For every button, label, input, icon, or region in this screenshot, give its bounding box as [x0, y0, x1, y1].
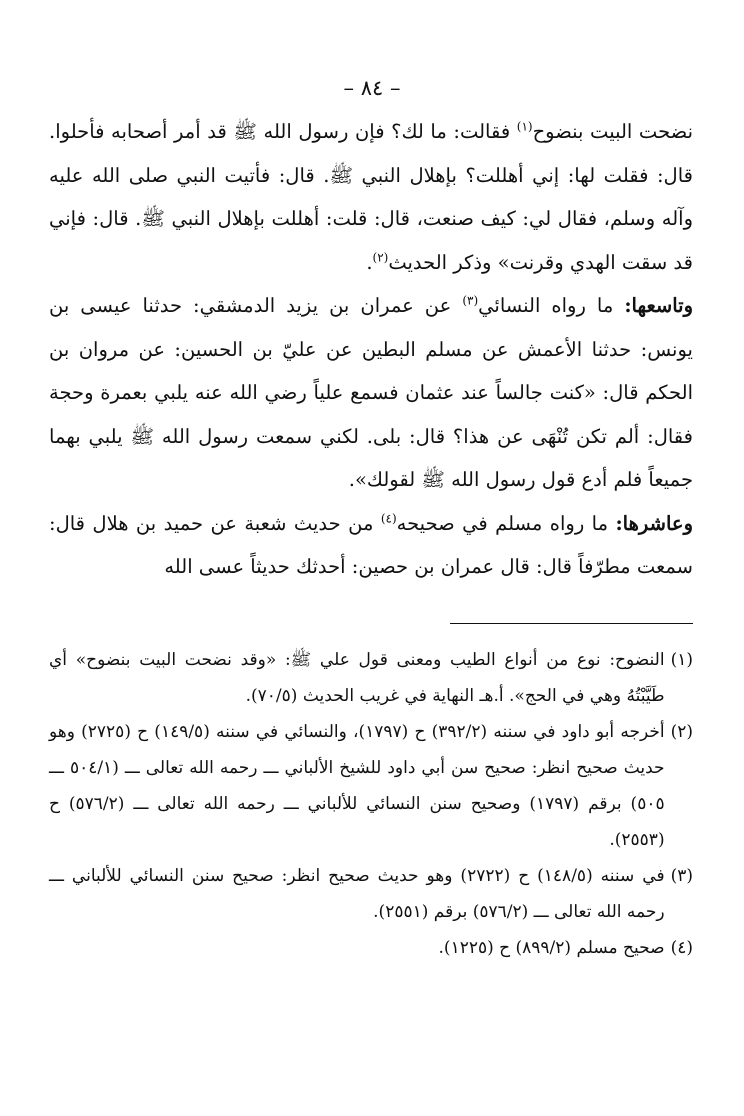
paragraph-3-lead: وعاشرها:	[615, 511, 693, 535]
footnote-ref-2: (٢)	[372, 250, 389, 264]
footnote-1-text: النضوح: نوع من أنواع الطيب ومعنى قول علي ﷺ: «وقد نضحت البيت بنضوح» أي طَيَّبْتُهُ وهي في الحج». أ.هـ النهاية في غريب الحديث (٧٠/٥).	[49, 650, 665, 706]
paragraph-2-lead: وتاسعها:	[624, 294, 693, 317]
footnote-1	[49, 642, 693, 714]
paragraph-1-text-end: .	[366, 250, 373, 274]
paragraph-3-text-end: من حديث شعبة عن حميد بن هلال قال: سمعت مطرّفاً قال: قال عمران بن حصين: أحدثك حديثاً عسى الله	[49, 511, 693, 578]
footnote-ref-4: (٤)	[380, 511, 397, 525]
footnote-3-number: (٣)	[670, 866, 693, 886]
footnote-ref-1: (١)	[516, 119, 533, 134]
paragraph-2-text-end: عن عمران بن يزيد الدمشقي: حدثنا عيسى بن يونس: حدثنا الأعمش عن مسلم البطين عن عليّ بن الحسين: عن مروان بن الحكم قال: «كنت جالساً عند عثمان فسمع علياً رضي الله عنه يلبي بعمرة وحجة فقال: ألم تكن تُنْهَى عن هذا؟ قال: بلى. لكني سمعت رسول الله ﷺ يلبي بهما جميعاً فلم أدع قول رسول الله ﷺ لقولك».	[49, 294, 693, 491]
paragraph-3	[49, 502, 693, 589]
footnote-2-text: أخرجه أبو داود في سننه (٣٩٢/٢) ح (١٧٩٧)، والنسائي في سننه (١٤٩/٥) ح (٢٧٢٥) وهو حديث صحيح انظر: صحيح سن أبي داود للشيخ الألباني ـــ رحمه الله تعالى ـــ (٥٠٤/١ ـــ ٥٠٥) برقم (١٧٩٧) وصحيح سنن النسائي للألباني ـــ رحمه الله تعالى ـــ (٥٧٦/٢) ح (٢٥٥٣).	[49, 722, 665, 850]
footnote-ref-3: (٣)	[462, 293, 479, 308]
footnote-1-number: (١)	[670, 650, 693, 670]
footnote-4	[49, 930, 693, 966]
paragraph-3-text-start: ما رواه مسلم في صحيحه	[396, 511, 616, 535]
footnote-2-number: (٢)	[670, 722, 693, 742]
paragraph-1-text-start: نضحت البيت بنضوح	[532, 120, 693, 143]
footnote-4-text: صحيح مسلم (٨٩٩/٢) ح (١٢٢٥).	[438, 938, 665, 958]
footnote-2	[49, 714, 693, 858]
footnotes	[49, 642, 693, 966]
page-number: – ٨٤ –	[343, 76, 401, 100]
footnote-4-number: (٤)	[670, 938, 693, 958]
footnote-3	[49, 858, 693, 930]
footnote-separator	[450, 623, 693, 624]
paragraph-2	[49, 284, 693, 502]
paragraph-1	[49, 110, 693, 284]
footnote-3-text: في سننه (١٤٨/٥) ح (٢٧٢٢) وهو حديث صحيح انظر: صحيح سنن النسائي للألباني ـــ رحمه الله تعالى ـــ (٥٧٦/٢) برقم (٢٥٥١).	[49, 866, 665, 922]
paragraph-2-text-start: ما رواه النسائي	[478, 294, 625, 317]
main-text	[49, 110, 693, 589]
paragraph-1-text-middle: فقالت: ما لك؟ فإن رسول الله ﷺ قد أمر أصحابه فأحلوا. قال: فقلت لها: إني أهللت؟ بإهلال النبي ﷺ. قال: فأتيت النبي صلى الله عليه وآله وسلم، فقال لي: كيف صنعت، قال: قلت: أهللت بإهلال النبي ﷺ. قال: فإني قد سقت الهدي وقرنت» وذكر الحديث	[49, 120, 693, 274]
